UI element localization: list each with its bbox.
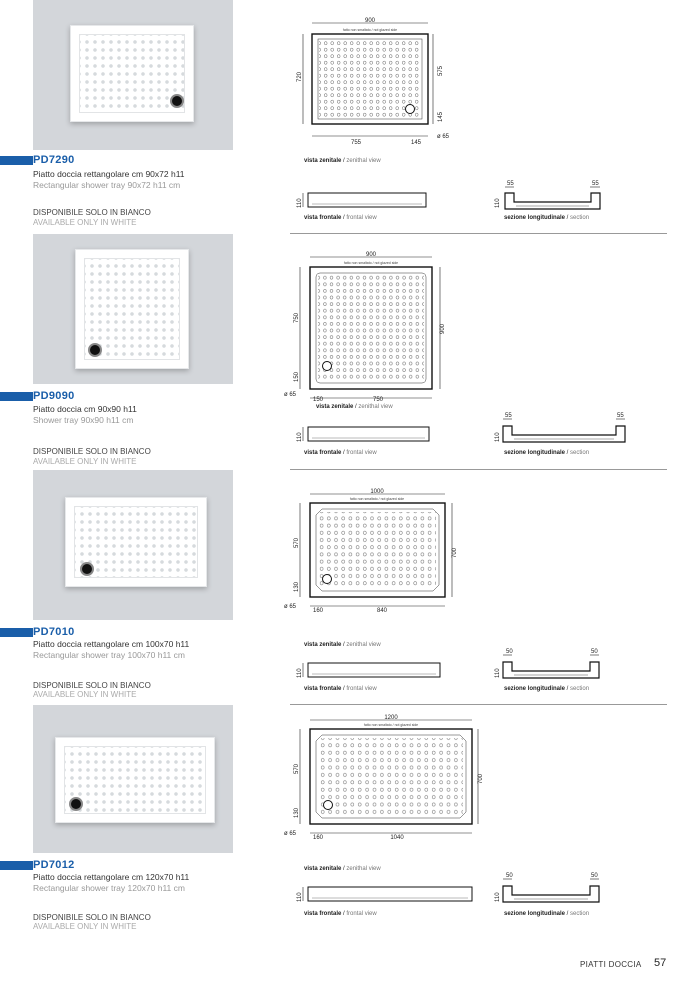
dim-drain: ø 65 — [437, 134, 450, 140]
drain-icon — [88, 343, 102, 357]
product-photo — [33, 705, 233, 853]
label-frontal: vista frontale / frontal view — [304, 686, 377, 692]
glazed-note: fatto non smaltato / not glazed side — [343, 261, 399, 265]
dim-sec-b: 55 — [617, 413, 624, 419]
frontal-drawing — [290, 424, 440, 446]
zenithal-drawing — [282, 486, 462, 616]
dim-side: 570 — [294, 537, 300, 548]
dim-lower: 145 — [438, 111, 444, 122]
product-photo — [33, 0, 233, 150]
dim-sec-h: 110 — [495, 668, 501, 678]
dim-side: 575 — [438, 65, 444, 76]
description-en: Rectangular shower tray 120x70 h11 cm — [33, 883, 185, 893]
availability-it: DISPONIBILE SOLO IN BIANCO — [33, 681, 151, 690]
code-marker — [0, 861, 33, 870]
product-code: PD7010 — [33, 626, 75, 638]
dim-sec-a: 55 — [505, 413, 512, 419]
dim-front-h: 110 — [297, 198, 303, 208]
glazed-note: fatto non smaltato / not glazed side — [363, 723, 419, 727]
label-section: sezione longitudinale / section — [504, 215, 590, 221]
product-code: PD9090 — [33, 390, 75, 402]
zenithal-drawing — [282, 712, 492, 842]
availability-it: DISPONIBILE SOLO IN BIANCO — [33, 913, 151, 922]
section-drawing — [490, 646, 600, 682]
availability-it: DISPONIBILE SOLO IN BIANCO — [33, 208, 151, 217]
availability-en: AVAILABLE ONLY IN WHITE — [33, 457, 137, 466]
label-frontal: vista frontale / frontal view — [304, 215, 377, 221]
description-it: Piatto doccia cm 90x90 h11 — [33, 404, 137, 414]
label-zenithal: vista zenitale / zenithal view — [304, 642, 381, 648]
dim-width: 1200 — [384, 715, 398, 721]
dim-width: 900 — [365, 252, 377, 258]
description-en: Rectangular shower tray 100x70 h11 cm — [33, 650, 185, 660]
frontal-drawing — [290, 190, 440, 212]
label-section: sezione longitudinale / section — [504, 686, 590, 692]
separator — [290, 469, 667, 470]
separator — [290, 704, 667, 705]
dim-front-h: 110 — [297, 892, 303, 902]
product-code: PD7290 — [33, 154, 75, 166]
dim-sec-b: 50 — [591, 873, 598, 879]
dim-sec-b: 50 — [591, 649, 598, 655]
product-photo — [33, 234, 233, 384]
code-marker — [0, 156, 33, 165]
dim-side: 570 — [294, 763, 300, 774]
section-drawing — [490, 870, 600, 906]
glazed-note: fatto non smaltato / not glazed side — [349, 497, 405, 501]
dim-sec-a: 50 — [506, 649, 513, 655]
code-marker — [0, 392, 33, 401]
drain-icon — [69, 797, 83, 811]
dim-drain: ø 65 — [284, 831, 297, 837]
frontal-drawing — [290, 660, 445, 682]
dim-height: 900 — [440, 323, 446, 334]
dim-lower: 150 — [294, 371, 300, 382]
label-section: sezione longitudinale / section — [504, 450, 590, 456]
dim-sec-a: 55 — [507, 181, 514, 187]
code-marker — [0, 628, 33, 637]
dim-sec-h: 110 — [495, 432, 501, 442]
dim-sec-h: 110 — [495, 892, 501, 902]
footer-section-title: PIATTI DOCCIA — [580, 960, 642, 969]
availability-it: DISPONIBILE SOLO IN BIANCO — [33, 447, 151, 456]
dim-left: 150 — [312, 397, 324, 403]
dim-left: 160 — [312, 608, 324, 614]
dim-sec-b: 55 — [592, 181, 599, 187]
availability-en: AVAILABLE ONLY IN WHITE — [33, 922, 137, 931]
dim-drain: ø 65 — [284, 392, 297, 398]
label-zenithal: vista zenitale / zenithal view — [304, 866, 381, 872]
dim-lower: 130 — [294, 807, 300, 818]
dim-side: 750 — [294, 312, 300, 323]
availability-en: AVAILABLE ONLY IN WHITE — [33, 690, 137, 699]
section-drawing — [490, 410, 625, 446]
description-en: Shower tray 90x90 h11 cm — [33, 415, 134, 425]
section-drawing — [490, 178, 615, 212]
drain-icon — [170, 94, 184, 108]
page-number: 57 — [654, 957, 667, 969]
availability-en: AVAILABLE ONLY IN WHITE — [33, 218, 137, 227]
label-frontal: vista frontale / frontal view — [304, 450, 377, 456]
dim-lower: 130 — [294, 581, 300, 592]
glazed-note: fatto non smaltato / not glazed side — [342, 28, 398, 32]
label-zenithal: vista zenitale / zenithal view — [304, 158, 381, 164]
dim-drain: ø 65 — [284, 604, 297, 610]
drain-icon — [80, 562, 94, 576]
shower-tray-image — [70, 25, 194, 122]
shower-tray-image — [65, 497, 207, 587]
shower-tray-image — [55, 737, 215, 823]
dim-left: 755 — [350, 140, 362, 146]
frontal-drawing — [290, 884, 480, 906]
dim-right: 750 — [372, 397, 384, 403]
description-it: Piatto doccia rettangolare cm 100x70 h11 — [33, 639, 190, 649]
dim-left: 160 — [312, 835, 324, 841]
shower-tray-image — [75, 249, 189, 369]
product-code: PD7012 — [33, 859, 75, 871]
dim-front-h: 110 — [297, 432, 303, 442]
dim-sec-h: 110 — [495, 198, 501, 208]
dim-right: 1040 — [390, 835, 404, 841]
dim-sec-a: 50 — [506, 873, 513, 879]
description-it: Piatto doccia rettangolare cm 90x72 h11 — [33, 169, 185, 179]
zenithal-drawing — [290, 14, 470, 154]
label-zenithal: vista zenitale / zenithal view — [316, 404, 393, 410]
dim-height: 700 — [478, 773, 484, 784]
label-section: sezione longitudinale / section — [504, 911, 590, 917]
label-frontal: vista frontale / frontal view — [304, 911, 377, 917]
description-en: Rectangular shower tray 90x72 h11 cm — [33, 180, 181, 190]
description-it: Piatto doccia rettangolare cm 120x70 h11 — [33, 872, 190, 882]
separator — [290, 233, 667, 234]
dim-width: 1000 — [370, 489, 384, 495]
dim-width: 900 — [364, 18, 376, 24]
dim-height: 720 — [297, 71, 303, 82]
zenithal-drawing — [282, 248, 462, 406]
dim-front-h: 110 — [297, 668, 303, 678]
dim-height: 700 — [452, 547, 458, 558]
dim-right: 145 — [410, 140, 422, 146]
dim-right: 840 — [376, 608, 388, 614]
product-photo — [33, 470, 233, 620]
